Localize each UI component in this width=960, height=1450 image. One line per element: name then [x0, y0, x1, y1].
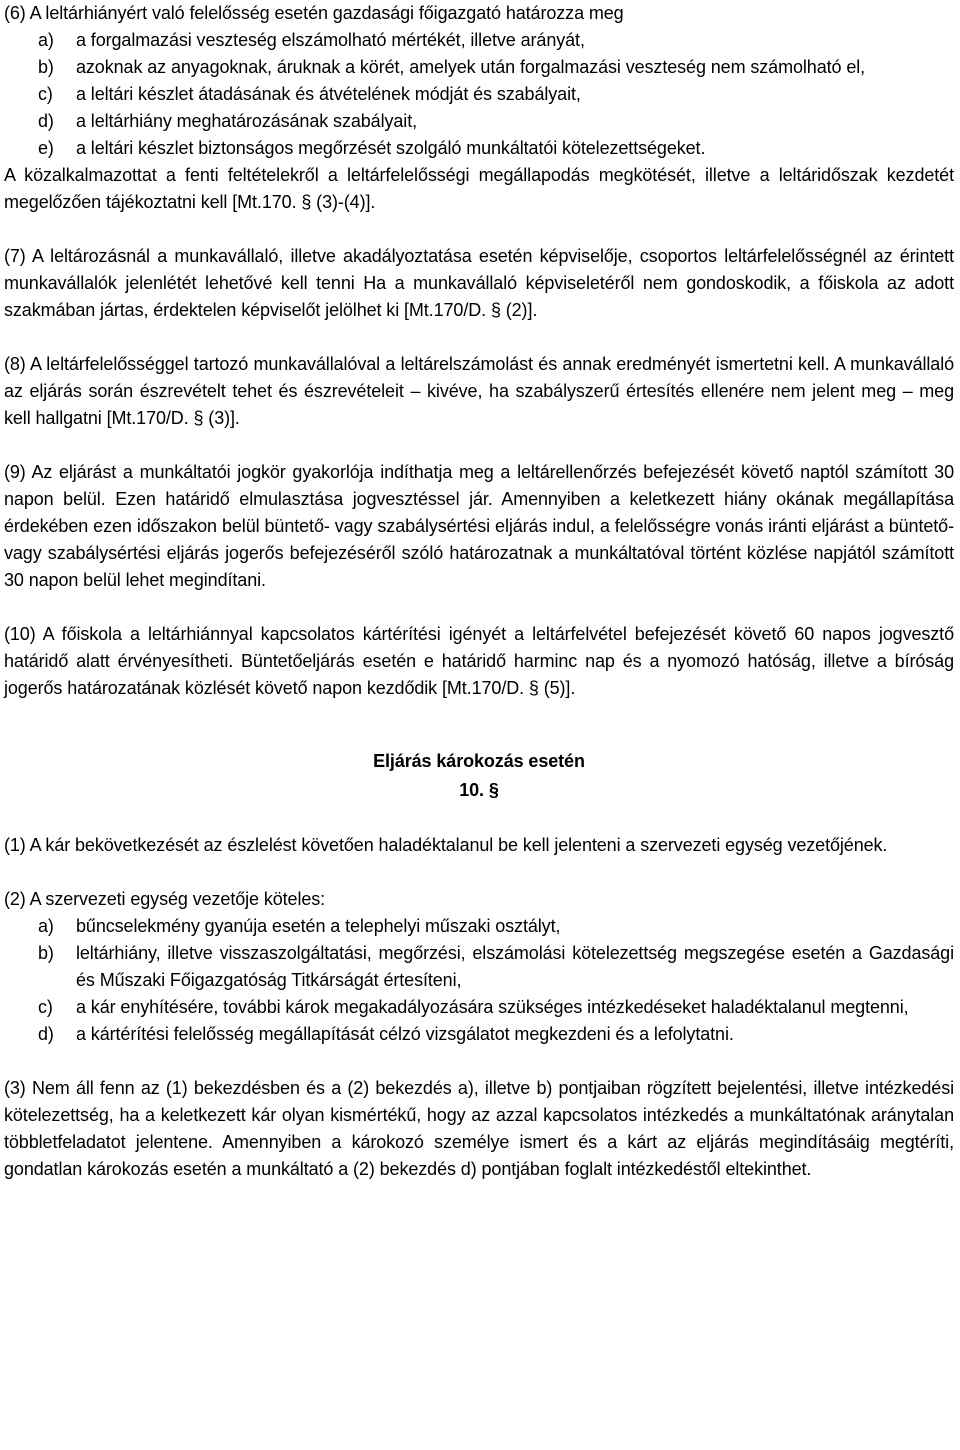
paragraph-6-intro: (6) A leltárhiányért való felelősség esetén gazdasági főigazgató határozza meg	[4, 3, 624, 23]
list-6	[4, 27, 954, 162]
list-item	[4, 940, 954, 994]
list-marker: a)	[38, 916, 54, 936]
section-number: 10. §	[459, 780, 499, 800]
list-marker: a)	[38, 30, 54, 50]
list-text: azoknak az anyagoknak, áruknak a körét, amelyek után forgalmazási veszteség nem számolható el,	[76, 57, 866, 77]
list-item	[4, 81, 954, 108]
section-heading	[4, 747, 954, 805]
list-text: a forgalmazási veszteség elszámolható mértékét, illetve arányát,	[76, 30, 585, 50]
section-title: Eljárás károkozás esetén	[373, 751, 585, 771]
list-text: a kártérítési felelősség megállapítását célzó vizsgálatot megkezdeni és a lefolytatni.	[76, 1024, 734, 1044]
paragraph-8: (8) A leltárfelelősséggel tartozó munkavállalóval a leltárelszámolást és annak eredményét ismertetni kell. A munkavállaló az eljárás során észrevételt tehet és észrevételeit – kivéve, ha szabályszerű értesítés ellenére nem jelent meg – meg kell hallgatni [Mt.170/D. § (3)].	[4, 354, 954, 428]
list-text: leltárhiány, illetve visszaszolgáltatási, megőrzési, elszámolási kötelezettség megszegése esetén a Gazdasági és Műszaki Főigazgatóság Titkárságát értesíteni,	[76, 943, 954, 990]
paragraph-6-after: A közalkalmazottat a fenti feltételekről a leltárfelelősségi megállapodás megkötését, illetve a leltáridőszak kezdetét megelőzően tájékoztatni kell [Mt.170. § (3)-(4)].	[4, 165, 954, 212]
list-item	[4, 108, 954, 135]
list-text: a leltári készlet biztonságos megőrzését szolgáló munkáltatói kötelezettségeket.	[76, 138, 706, 158]
list-marker: d)	[38, 1024, 54, 1044]
list-marker: e)	[38, 138, 54, 158]
list-item	[4, 913, 954, 940]
paragraph-k2-intro: (2) A szervezeti egység vezetője köteles:	[4, 889, 326, 909]
list-item	[4, 994, 954, 1021]
paragraph-k1: (1) A kár bekövetkezését az észlelést követően haladéktalanul be kell jelenteni a szervezeti egység vezetőjének.	[4, 835, 888, 855]
list-item	[4, 1021, 954, 1048]
list-text: a leltári készlet átadásának és átvételének módját és szabályait,	[76, 84, 581, 104]
list-item	[4, 27, 954, 54]
list-text: a leltárhiány meghatározásának szabályait,	[76, 111, 417, 131]
list-item	[4, 54, 954, 81]
list-marker: c)	[38, 84, 53, 104]
list-marker: b)	[38, 57, 54, 77]
list-item	[4, 135, 954, 162]
list-k2	[4, 913, 954, 1048]
list-marker: c)	[38, 997, 53, 1017]
paragraph-10: (10) A főiskola a leltárhiánnyal kapcsolatos kártérítési igényét a leltárfelvétel befejezését követő 60 napos jogvesztő határidő alatt érvényesítheti. Büntetőeljárás esetén e határidő harminc nap és a nyomozó hatóság, illetve a bíróság jogerős határozatának közlését követő napon kezdődik [Mt.170/D. § (5)].	[4, 624, 954, 698]
list-marker: b)	[38, 943, 54, 963]
list-marker: d)	[38, 111, 54, 131]
list-text: bűncselekmény gyanúja esetén a telephelyi műszaki osztályt,	[76, 916, 561, 936]
paragraph-k3: (3) Nem áll fenn az (1) bekezdésben és a (2) bekezdés a), illetve b) pontjaiban rögzített bejelentési, illetve intézkedési kötelezettség, ha a keletkezett kár olyan kismértékű, hogy az azzal kapcsolatos intézkedés a munkáltatónak aránytalan többletfeladatot jelentene. Amennyiben a károkozó személye ismert és a kárt az eljárás megindításáig megtéríti, gondatlan károkozás esetén a munkáltató a (2) bekezdés d) pontjában foglalt intézkedéstől eltekinthet.	[4, 1078, 954, 1179]
list-text: a kár enyhítésére, további károk megakadályozására szükséges intézkedéseket haladéktalanul megtenni,	[76, 997, 909, 1017]
paragraph-9: (9) Az eljárást a munkáltatói jogkör gyakorlója indíthatja meg a leltárellenőrzés befejezését követő naptól számított 30 napon belül. Ezen határidő elmulasztása jogvesztéssel jár. Amennyiben a keletkezett hiány okának megállapítása érdekében ezen időszakon belül büntető- vagy szabálysértési eljárás indul, a felelősségre vonás iránti eljárást a büntető- vagy szabálysértési eljárás jogerős befejezéséről szóló határozatnak a munkáltatóval történt közlése napjától számított 30 napon belül lehet megindítani.	[4, 462, 954, 590]
paragraph-7: (7) A leltározásnál a munkavállaló, illetve akadályoztatása esetén képviselője, csoportos leltárfelelősségnél az érintett munkavállalók jelenlétét lehetővé kell tenni Ha a munkavállaló képviseletéről nem gondoskodik, a főiskola az adott szakmában jártas, érdektelen képviselőt jelölhet ki [Mt.170/D. § (2)].	[4, 246, 954, 320]
